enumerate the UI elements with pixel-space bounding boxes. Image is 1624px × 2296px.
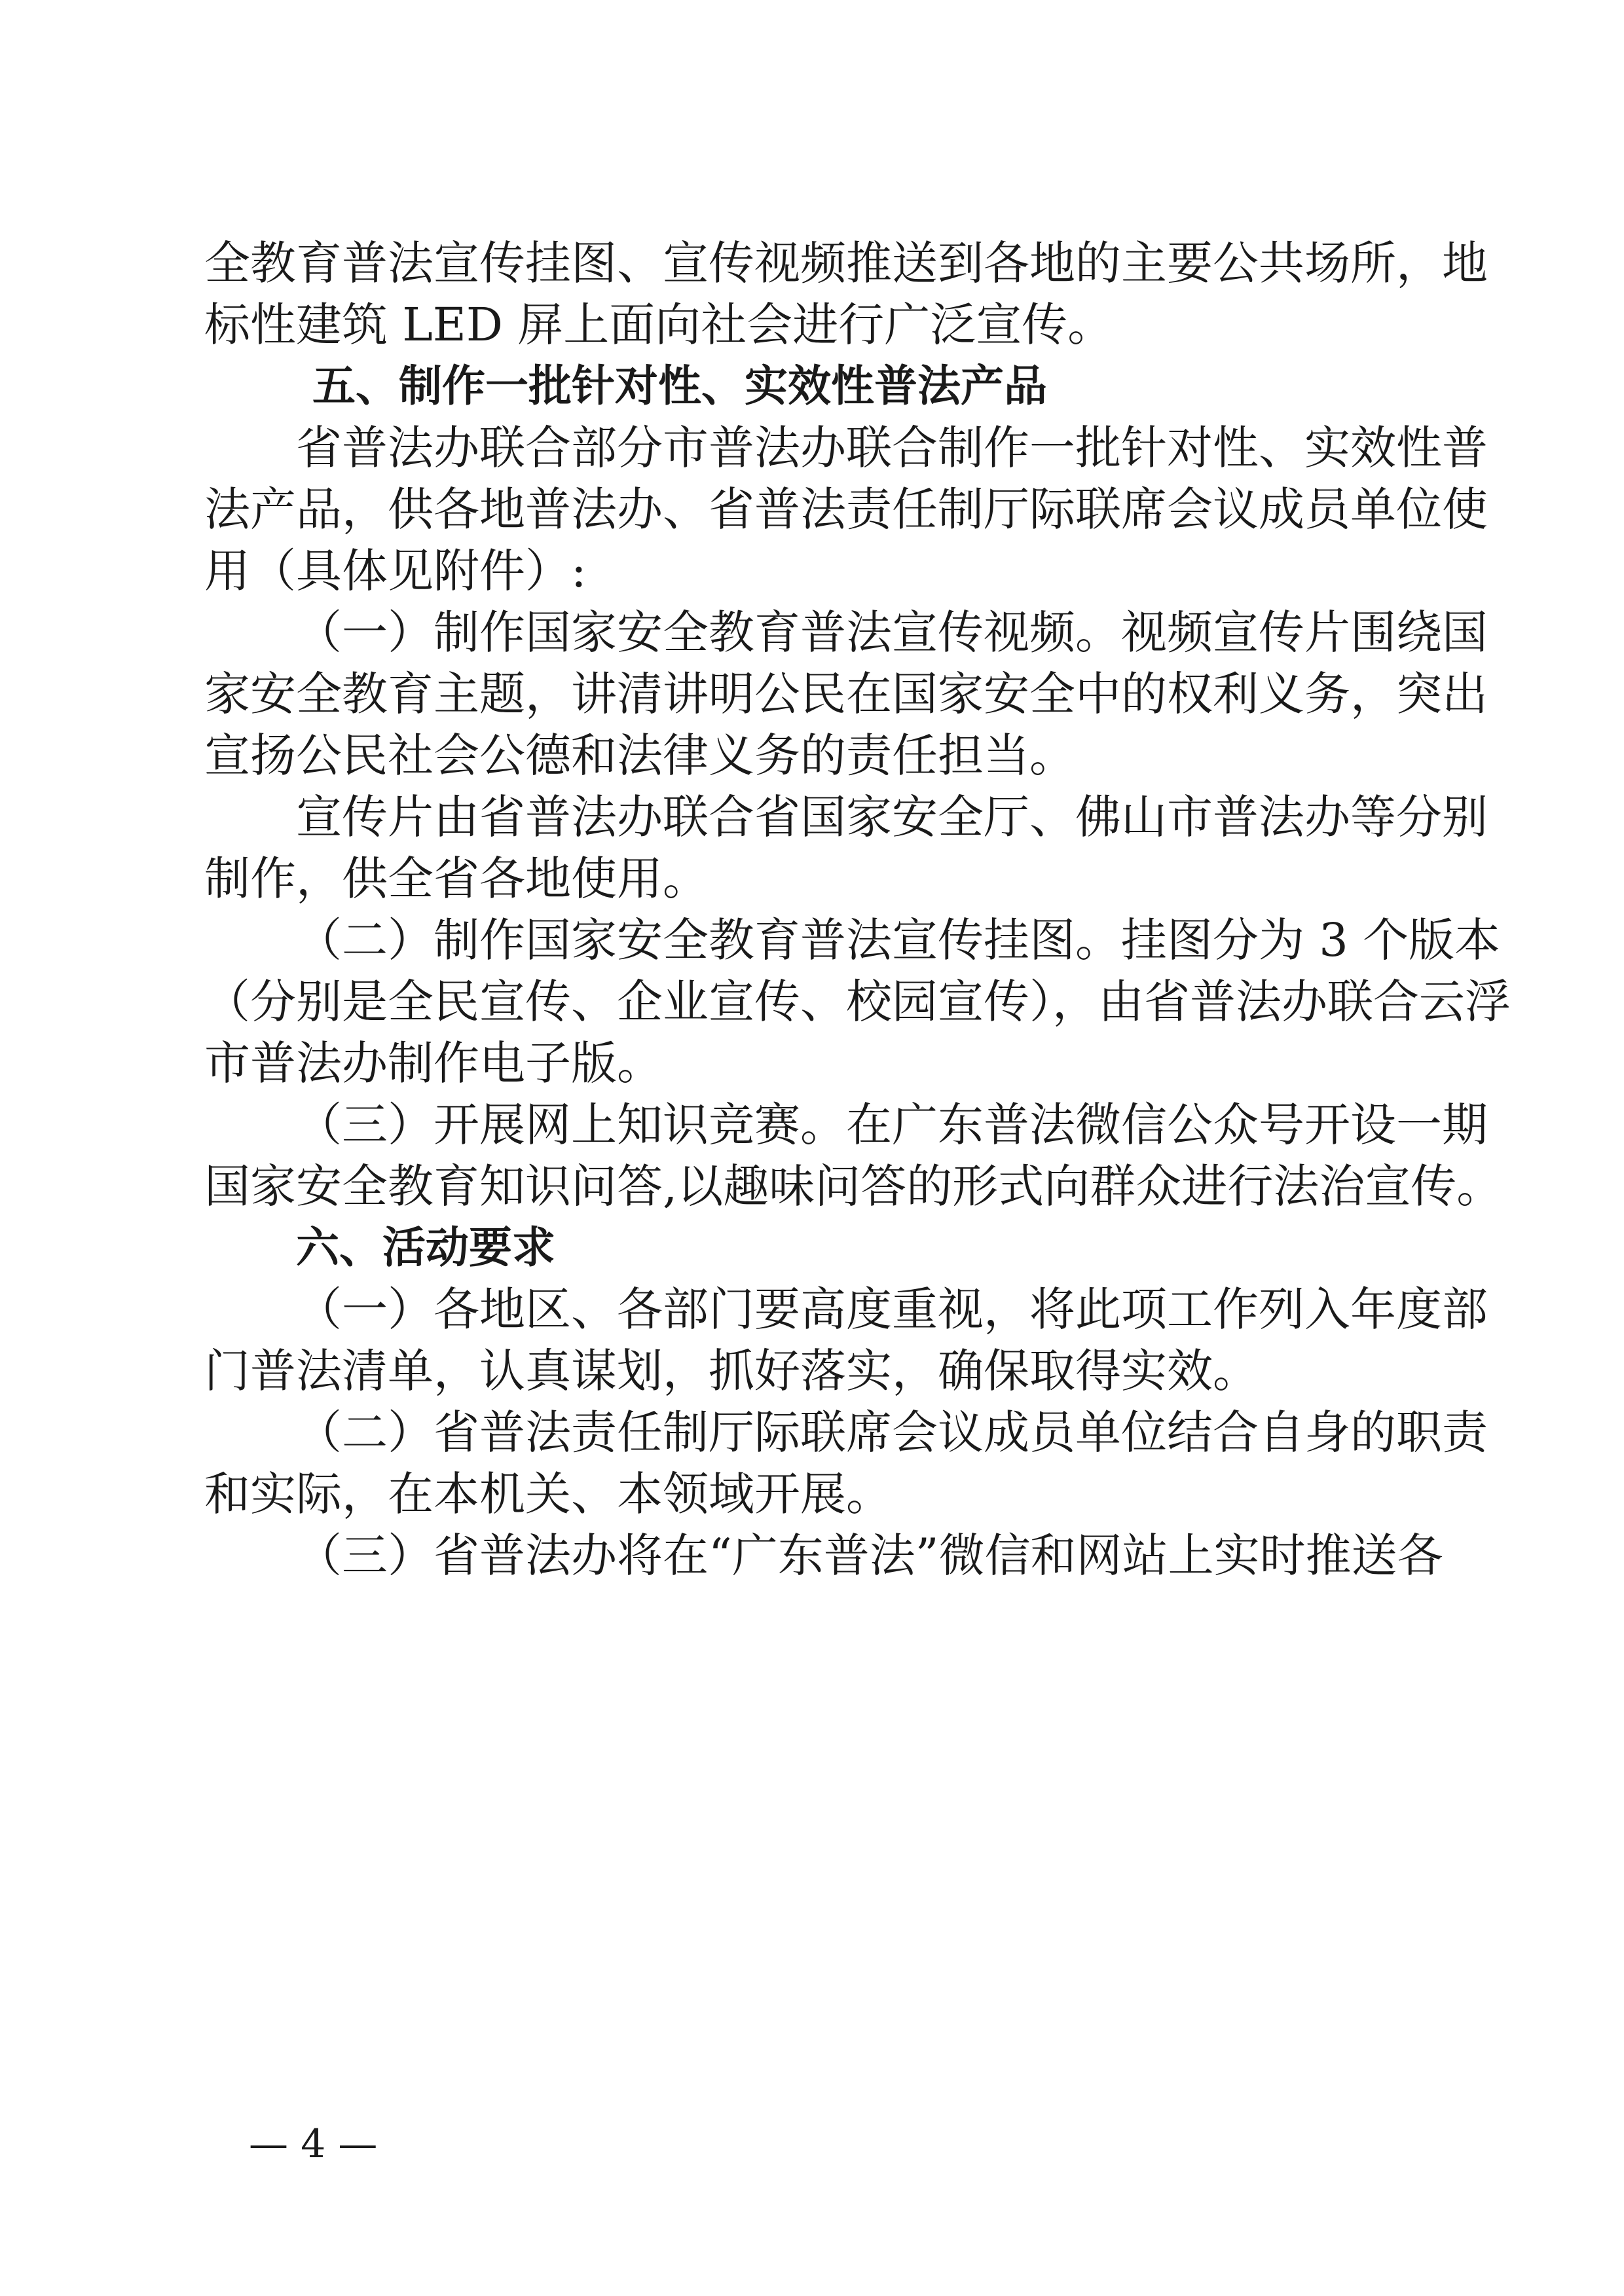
- body-line: （二）制作国家安全教育普法宣传挂图。挂图分为 3 个版本: [296, 913, 1501, 967]
- page-number: — 4 —: [249, 2121, 378, 2167]
- body-line: （分别是全民宣传、企业宣传、校园宣传），由省普法办联合云浮: [204, 975, 1511, 1029]
- body-line: 宣传片由省普法办联合省国家安全厅、佛山市普法办等分别: [296, 790, 1488, 844]
- section-heading-6: 六、活动要求: [296, 1222, 555, 1273]
- body-line: 和实际，在本机关、本领域开展。: [204, 1467, 892, 1521]
- body-line: 省普法办联合部分市普法办联合制作一批针对性、实效性普: [296, 421, 1488, 475]
- document-body: [204, 232, 1511, 1586]
- body-line: 标性建筑 LED 屏上面向社会进行广泛宣传。: [204, 298, 1114, 352]
- body-line: （一）各地区、各部门要高度重视，将此项工作列入年度部: [296, 1283, 1488, 1336]
- body-line: 市普法办制作电子版。: [204, 1036, 663, 1090]
- section-heading-5: 五、制作一批针对性、实效性普法产品: [312, 361, 1047, 411]
- body-line: 制作，供全省各地使用。: [204, 852, 709, 905]
- body-line: 家安全教育主题，讲清讲明公民在国家安全中的权利义务，突出: [204, 667, 1488, 721]
- body-line: （三）开展网上知识竞赛。在广东普法微信公众号开设一期: [296, 1098, 1488, 1152]
- body-line: 用（具体见附件）:: [204, 544, 587, 598]
- body-line: 全教育普法宣传挂图、宣传视频推送到各地的主要公共场所，地: [204, 236, 1488, 290]
- body-line: 法产品，供各地普法办、省普法责任制厅际联席会议成员单位使: [204, 483, 1488, 536]
- body-line: （一）制作国家安全教育普法宣传视频。视频宣传片围绕国: [296, 606, 1488, 659]
- body-line: （三）省普法办将在“广东普法”微信和网站上实时推送各: [296, 1529, 1443, 1582]
- body-line: 宣扬公民社会公德和法律义务的责任担当。: [204, 729, 1075, 782]
- body-line: 门普法清单，认真谋划，抓好落实，确保取得实效。: [204, 1344, 1259, 1398]
- body-line: （二）省普法责任制厅际联席会议成员单位结合自身的职责: [296, 1406, 1488, 1459]
- body-line: 国家安全教育知识问答,以趣味问答的形式向群众进行法治宣传。: [204, 1159, 1503, 1213]
